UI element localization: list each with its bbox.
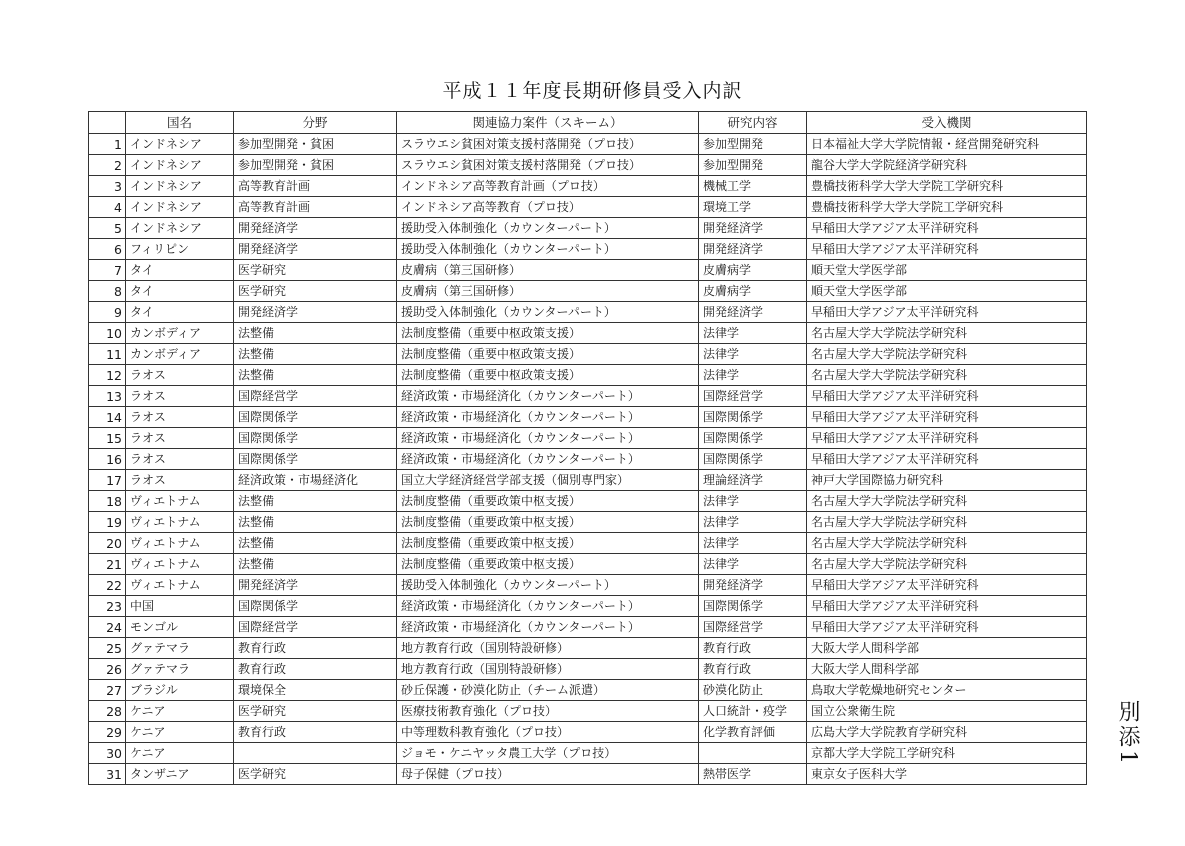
table-row [89, 218, 1087, 239]
row-number: 17 [89, 470, 126, 491]
project-cell: スラウエシ貧困対策支援村落開発（プロ技） [397, 134, 699, 155]
table-row [89, 134, 1087, 155]
row-number: 8 [89, 281, 126, 302]
row-number: 25 [89, 638, 126, 659]
table-row [89, 617, 1087, 638]
institution-cell: 早稲田大学アジア太平洋研究科 [807, 239, 1087, 260]
field-cell: 教育行政 [234, 638, 397, 659]
research-cell: 国際経営学 [699, 617, 807, 638]
institution-cell: 大阪大学人間科学部 [807, 638, 1087, 659]
research-cell: 皮膚病学 [699, 281, 807, 302]
row-number: 23 [89, 596, 126, 617]
project-cell: 法制度整備（重要政策中枢支援） [397, 512, 699, 533]
project-cell: 皮膚病（第三国研修） [397, 281, 699, 302]
institution-cell: 豊橋技術科学大学大学院工学研究科 [807, 176, 1087, 197]
row-number: 21 [89, 554, 126, 575]
row-number: 15 [89, 428, 126, 449]
table-row [89, 449, 1087, 470]
row-number: 1 [89, 134, 126, 155]
table-row [89, 701, 1087, 722]
table-row [89, 491, 1087, 512]
research-cell: 開発経済学 [699, 239, 807, 260]
header-research: 研究内容 [699, 112, 807, 134]
header-number [89, 112, 126, 134]
table-row [89, 764, 1087, 785]
row-number: 5 [89, 218, 126, 239]
institution-cell: 名古屋大学大学院法学研究科 [807, 533, 1087, 554]
trainee-table [88, 111, 1087, 785]
country-cell: ラオス [126, 470, 234, 491]
table-row [89, 428, 1087, 449]
row-number: 29 [89, 722, 126, 743]
row-number: 31 [89, 764, 126, 785]
header-country: 国名 [126, 112, 234, 134]
project-cell: インドネシア高等教育（プロ技） [397, 197, 699, 218]
project-cell: 経済政策・市場経済化（カウンターパート） [397, 407, 699, 428]
field-cell: 国際経営学 [234, 386, 397, 407]
research-cell: 開発経済学 [699, 218, 807, 239]
project-cell: 皮膚病（第三国研修） [397, 260, 699, 281]
field-cell: 法整備 [234, 365, 397, 386]
research-cell: 国際関係学 [699, 449, 807, 470]
field-cell: 国際経営学 [234, 617, 397, 638]
research-cell: 法律学 [699, 533, 807, 554]
country-cell: ケニア [126, 701, 234, 722]
country-cell: ヴィエトナム [126, 533, 234, 554]
table-row [89, 743, 1087, 764]
research-cell: 国際関係学 [699, 428, 807, 449]
research-cell: 開発経済学 [699, 302, 807, 323]
field-cell: 医学研究 [234, 764, 397, 785]
project-cell: 経済政策・市場経済化（カウンターパート） [397, 428, 699, 449]
row-number: 27 [89, 680, 126, 701]
row-number: 18 [89, 491, 126, 512]
country-cell: カンボディア [126, 323, 234, 344]
project-cell: 経済政策・市場経済化（カウンターパート） [397, 617, 699, 638]
project-cell: 援助受入体制強化（カウンターパート） [397, 218, 699, 239]
table-row [89, 470, 1087, 491]
table-row [89, 533, 1087, 554]
field-cell: 教育行政 [234, 722, 397, 743]
row-number: 9 [89, 302, 126, 323]
field-cell: 国際関係学 [234, 407, 397, 428]
institution-cell: 早稲田大学アジア太平洋研究科 [807, 218, 1087, 239]
table-row [89, 512, 1087, 533]
research-cell: 砂漠化防止 [699, 680, 807, 701]
institution-cell: 広島大学大学院教育学研究科 [807, 722, 1087, 743]
table-row [89, 176, 1087, 197]
project-cell: スラウエシ貧困対策支援村落開発（プロ技） [397, 155, 699, 176]
field-cell: 参加型開発・貧困 [234, 155, 397, 176]
header-project: 関連協力案件（スキーム） [397, 112, 699, 134]
project-cell: 経済政策・市場経済化（カウンターパート） [397, 449, 699, 470]
research-cell: 国際関係学 [699, 596, 807, 617]
country-cell: タンザニア [126, 764, 234, 785]
row-number: 3 [89, 176, 126, 197]
field-cell: 法整備 [234, 344, 397, 365]
institution-cell: 順天堂大学医学部 [807, 281, 1087, 302]
country-cell: ラオス [126, 407, 234, 428]
research-cell: 法律学 [699, 365, 807, 386]
field-cell: 法整備 [234, 533, 397, 554]
row-number: 4 [89, 197, 126, 218]
project-cell: 砂丘保護・砂漠化防止（チーム派遣） [397, 680, 699, 701]
institution-cell: 早稲田大学アジア太平洋研究科 [807, 575, 1087, 596]
table-row [89, 155, 1087, 176]
row-number: 12 [89, 365, 126, 386]
field-cell: 参加型開発・貧困 [234, 134, 397, 155]
project-cell: 援助受入体制強化（カウンターパート） [397, 575, 699, 596]
row-number: 20 [89, 533, 126, 554]
header-field: 分野 [234, 112, 397, 134]
institution-cell: 豊橋技術科学大学大学院工学研究科 [807, 197, 1087, 218]
project-cell: 法制度整備（重要政策中枢支援） [397, 491, 699, 512]
table-row [89, 596, 1087, 617]
country-cell: ブラジル [126, 680, 234, 701]
country-cell: ヴィエトナム [126, 512, 234, 533]
research-cell: 参加型開発 [699, 134, 807, 155]
country-cell: インドネシア [126, 218, 234, 239]
country-cell: インドネシア [126, 197, 234, 218]
research-cell [699, 743, 807, 764]
research-cell: 教育行政 [699, 659, 807, 680]
table-row [89, 239, 1087, 260]
institution-cell: 龍谷大学大学院経済学研究科 [807, 155, 1087, 176]
row-number: 11 [89, 344, 126, 365]
institution-cell: 名古屋大学大学院法学研究科 [807, 323, 1087, 344]
project-cell: 法制度整備（重要政策中枢支援） [397, 533, 699, 554]
country-cell: ヴィエトナム [126, 491, 234, 512]
project-cell: 法制度整備（重要政策中枢支援） [397, 554, 699, 575]
row-number: 19 [89, 512, 126, 533]
field-cell: 教育行政 [234, 659, 397, 680]
research-cell: 熱帯医学 [699, 764, 807, 785]
project-cell: 国立大学経済経営学部支援（個別専門家） [397, 470, 699, 491]
institution-cell: 名古屋大学大学院法学研究科 [807, 365, 1087, 386]
country-cell: インドネシア [126, 176, 234, 197]
field-cell: 法整備 [234, 323, 397, 344]
row-number: 22 [89, 575, 126, 596]
table-row [89, 680, 1087, 701]
row-number: 24 [89, 617, 126, 638]
table-row [89, 197, 1087, 218]
row-number: 6 [89, 239, 126, 260]
table-row [89, 722, 1087, 743]
country-cell: タイ [126, 281, 234, 302]
table-row [89, 281, 1087, 302]
project-cell: ジョモ・ケニヤッタ農工大学（プロ技） [397, 743, 699, 764]
research-cell: 法律学 [699, 344, 807, 365]
table-row [89, 365, 1087, 386]
institution-cell: 大阪大学人間科学部 [807, 659, 1087, 680]
field-cell: 法整備 [234, 512, 397, 533]
project-cell: 法制度整備（重要中枢政策支援） [397, 344, 699, 365]
country-cell: 中国 [126, 596, 234, 617]
row-number: 16 [89, 449, 126, 470]
table-row [89, 344, 1087, 365]
research-cell: 国際関係学 [699, 407, 807, 428]
country-cell: ケニア [126, 743, 234, 764]
field-cell: 開発経済学 [234, 239, 397, 260]
project-cell: 経済政策・市場経済化（カウンターパート） [397, 386, 699, 407]
table-row [89, 659, 1087, 680]
table-row [89, 407, 1087, 428]
row-number: 28 [89, 701, 126, 722]
field-cell: 経済政策・市場経済化 [234, 470, 397, 491]
table-row [89, 260, 1087, 281]
country-cell: フィリピン [126, 239, 234, 260]
institution-cell: 鳥取大学乾燥地研究センター [807, 680, 1087, 701]
project-cell: インドネシア高等教育計画（プロ技） [397, 176, 699, 197]
institution-cell: 名古屋大学大学院法学研究科 [807, 491, 1087, 512]
institution-cell: 名古屋大学大学院法学研究科 [807, 344, 1087, 365]
research-cell: 機械工学 [699, 176, 807, 197]
project-cell: 法制度整備（重要中枢政策支援） [397, 365, 699, 386]
country-cell: ヴィエトナム [126, 575, 234, 596]
field-cell: 国際関係学 [234, 596, 397, 617]
research-cell: 理論経済学 [699, 470, 807, 491]
research-cell: 法律学 [699, 491, 807, 512]
institution-cell: 早稲田大学アジア太平洋研究科 [807, 428, 1087, 449]
country-cell: インドネシア [126, 155, 234, 176]
header-institution: 受入機関 [807, 112, 1087, 134]
country-cell: ケニア [126, 722, 234, 743]
institution-cell: 早稲田大学アジア太平洋研究科 [807, 386, 1087, 407]
institution-cell: 早稲田大学アジア太平洋研究科 [807, 302, 1087, 323]
research-cell: 化学教育評価 [699, 722, 807, 743]
field-cell: 法整備 [234, 554, 397, 575]
field-cell: 開発経済学 [234, 302, 397, 323]
research-cell: 参加型開発 [699, 155, 807, 176]
research-cell: 人口統計・疫学 [699, 701, 807, 722]
research-cell: 法律学 [699, 323, 807, 344]
row-number: 26 [89, 659, 126, 680]
research-cell: 法律学 [699, 554, 807, 575]
field-cell: 環境保全 [234, 680, 397, 701]
country-cell: ラオス [126, 386, 234, 407]
country-cell: グァテマラ [126, 659, 234, 680]
research-cell: 皮膚病学 [699, 260, 807, 281]
country-cell: グァテマラ [126, 638, 234, 659]
row-number: 7 [89, 260, 126, 281]
institution-cell: 名古屋大学大学院法学研究科 [807, 512, 1087, 533]
annex-label: 別添1 [1115, 700, 1140, 767]
institution-cell: 日本福祉大学大学院情報・経営開発研究科 [807, 134, 1087, 155]
research-cell: 教育行政 [699, 638, 807, 659]
project-cell: 母子保健（プロ技） [397, 764, 699, 785]
country-cell: カンボディア [126, 344, 234, 365]
table-row [89, 575, 1087, 596]
field-cell: 国際関係学 [234, 449, 397, 470]
field-cell: 高等教育計画 [234, 197, 397, 218]
row-number: 30 [89, 743, 126, 764]
page-title: 平成１１年度長期研修員受入内訳 [442, 80, 743, 102]
institution-cell: 京都大学大学院工学研究科 [807, 743, 1087, 764]
table-row [89, 554, 1087, 575]
country-cell: ラオス [126, 365, 234, 386]
country-cell: ラオス [126, 449, 234, 470]
institution-cell: 東京女子医科大学 [807, 764, 1087, 785]
table-row [89, 323, 1087, 344]
project-cell: 経済政策・市場経済化（カウンターパート） [397, 596, 699, 617]
country-cell: インドネシア [126, 134, 234, 155]
project-cell: 地方教育行政（国別特設研修） [397, 659, 699, 680]
field-cell: 国際関係学 [234, 428, 397, 449]
country-cell: モンゴル [126, 617, 234, 638]
institution-cell: 神戸大学国際協力研究科 [807, 470, 1087, 491]
research-cell: 開発経済学 [699, 575, 807, 596]
row-number: 14 [89, 407, 126, 428]
institution-cell: 早稲田大学アジア太平洋研究科 [807, 407, 1087, 428]
institution-cell: 順天堂大学医学部 [807, 260, 1087, 281]
project-cell: 援助受入体制強化（カウンターパート） [397, 302, 699, 323]
table-row [89, 386, 1087, 407]
research-cell: 国際経営学 [699, 386, 807, 407]
project-cell: 法制度整備（重要中枢政策支援） [397, 323, 699, 344]
institution-cell: 国立公衆衛生院 [807, 701, 1087, 722]
field-cell: 開発経済学 [234, 218, 397, 239]
field-cell: 開発経済学 [234, 575, 397, 596]
field-cell: 医学研究 [234, 281, 397, 302]
institution-cell: 名古屋大学大学院法学研究科 [807, 554, 1087, 575]
country-cell: ヴィエトナム [126, 554, 234, 575]
field-cell [234, 743, 397, 764]
research-cell: 法律学 [699, 512, 807, 533]
project-cell: 地方教育行政（国別特設研修） [397, 638, 699, 659]
row-number: 13 [89, 386, 126, 407]
row-number: 2 [89, 155, 126, 176]
country-cell: ラオス [126, 428, 234, 449]
row-number: 10 [89, 323, 126, 344]
table-row [89, 638, 1087, 659]
project-cell: 援助受入体制強化（カウンターパート） [397, 239, 699, 260]
field-cell: 医学研究 [234, 260, 397, 281]
research-cell: 環境工学 [699, 197, 807, 218]
country-cell: タイ [126, 260, 234, 281]
institution-cell: 早稲田大学アジア太平洋研究科 [807, 449, 1087, 470]
field-cell: 医学研究 [234, 701, 397, 722]
institution-cell: 早稲田大学アジア太平洋研究科 [807, 596, 1087, 617]
country-cell: タイ [126, 302, 234, 323]
field-cell: 高等教育計画 [234, 176, 397, 197]
project-cell: 中等理数科教育強化（プロ技） [397, 722, 699, 743]
table-row [89, 302, 1087, 323]
field-cell: 法整備 [234, 491, 397, 512]
table-header-row [89, 112, 1087, 134]
institution-cell: 早稲田大学アジア太平洋研究科 [807, 617, 1087, 638]
table-body [89, 134, 1087, 785]
project-cell: 医療技術教育強化（プロ技） [397, 701, 699, 722]
